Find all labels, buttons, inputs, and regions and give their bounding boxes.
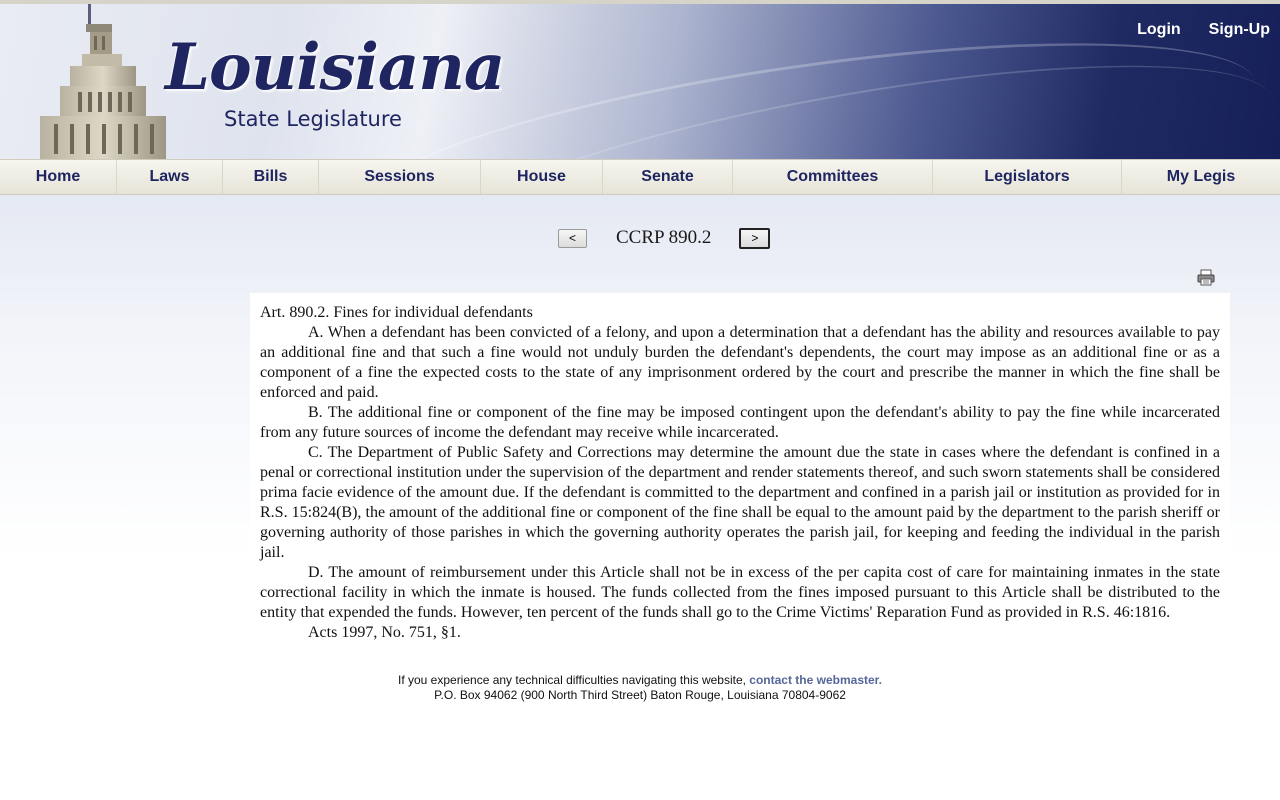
law-citation-title: CCRP 890.2 — [616, 227, 712, 248]
signup-link[interactable]: Sign-Up — [1208, 21, 1270, 38]
previous-law-button[interactable]: < — [558, 229, 587, 248]
article-paragraph-c: C. The Department of Public Safety and Corrections may determine the amount due the state in cases where the defendant is confined in a penal or correctional institution under the supervision of the department and render statements thereof, and such sworn statements shall be considered prima facie evidence of the amount due. If the defendant is committed to the department and confined in a parish jail or institution as provided for in R.S. 15:824(B), the amount of the additional fine or component of the fine shall be equal to the amount paid by the department to the parish sheriff or governing authority of those parishes in which the governing authority operates the parish jail, for keeping and feeding the individual in the parish jail. — [260, 444, 1220, 561]
printer-icon[interactable] — [1197, 269, 1215, 286]
nav-item-sessions[interactable]: Sessions — [319, 160, 481, 194]
nav-item-home[interactable]: Home — [0, 160, 117, 194]
next-law-button[interactable]: > — [739, 228, 770, 249]
login-link[interactable]: Login — [1137, 21, 1181, 38]
nav-item-legislators[interactable]: Legislators — [933, 160, 1122, 194]
article-paragraph-d: D. The amount of reimbursement under this Article shall not be in excess of the per capita cost of care for maintaining inmates in the state correctional facility in which the inmate is housed. The funds collected from the fines imposed pursuant to this Article shall be distributed to the entity that expended the funds. However, ten percent of the funds shall go to the Crime Victims' Reparation Fund as provided in R.S. 46:1816. — [260, 564, 1220, 621]
law-article — [250, 293, 1230, 665]
capitol-building-icon — [30, 4, 170, 159]
auth-links — [1137, 21, 1270, 39]
site-banner — [0, 4, 1280, 159]
footer-help-text: If you experience any technical difficulties navigating this website, — [397, 673, 750, 687]
nav-item-bills[interactable]: Bills — [223, 160, 319, 194]
article-history: Acts 1997, No. 751, §1. — [308, 624, 461, 641]
logo-subtitle: State Legislature — [224, 107, 402, 131]
article-paragraph-b: B. The additional fine or component of the fine may be imposed contingent upon the defendant's ability to pay the fine while incarcerated from any future sources of income the defendant may receive while incarcerated. — [260, 404, 1220, 441]
footer-line-1 — [250, 673, 1030, 688]
logo-wordmark: Louisiana — [165, 30, 505, 105]
contact-webmaster-link[interactable]: contact the webmaster. — [749, 673, 883, 687]
main-nav — [0, 159, 1280, 195]
nav-item-laws[interactable]: Laws — [117, 160, 223, 194]
article-paragraph-a: A. When a defendant has been convicted of a felony, and upon a determination that a defendant has the ability and resources available to pay an additional fine and that such a fine would not unduly burden the defendant's dependents, the court may impose as an additional fine or as a component of a fine the expected costs to the state of any imprisonment ordered by the court and prescribe the manner in which the fine shall be enforced and paid. — [260, 324, 1220, 401]
nav-item-senate[interactable]: Senate — [603, 160, 733, 194]
nav-item-house[interactable]: House — [481, 160, 603, 194]
law-pager — [558, 227, 770, 249]
nav-item-committees[interactable]: Committees — [733, 160, 933, 194]
nav-item-my-legis[interactable]: My Legis — [1166, 168, 1236, 185]
article-heading: Art. 890.2. Fines for individual defendants — [260, 304, 533, 321]
footer-address: P.O. Box 94062 (900 North Third Street) Baton Rouge, Louisiana 70804-9062 — [434, 688, 846, 702]
page-footer — [250, 673, 1030, 703]
